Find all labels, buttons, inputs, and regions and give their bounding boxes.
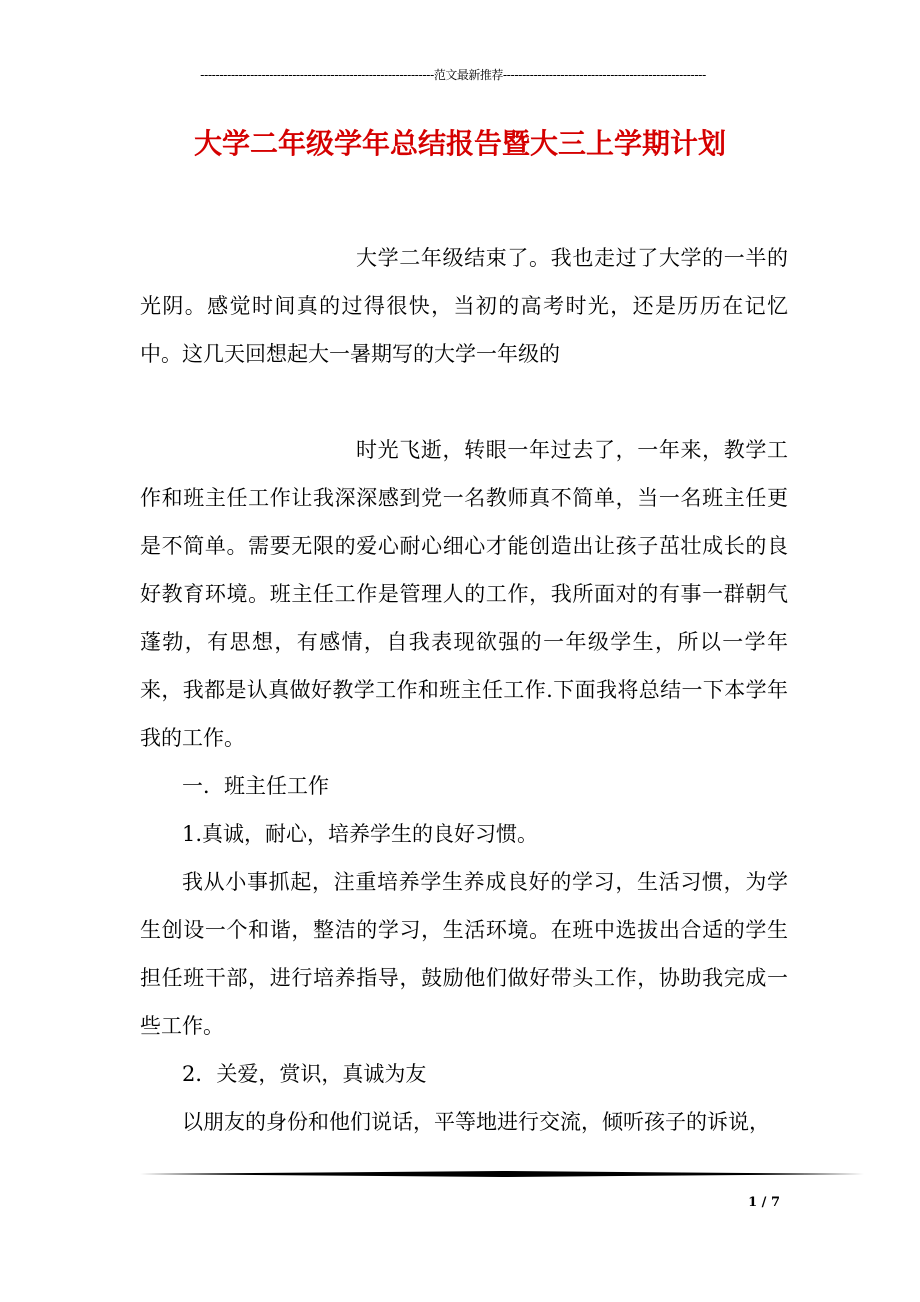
subheading-1: 1.真诚，耐心，培养学生的良好习惯。 — [182, 822, 539, 846]
paragraph-friends: 以朋友的身份和他们说话，平等地进行交流，倾听孩子的诉说， — [182, 1110, 770, 1134]
intro-section — [140, 234, 788, 378]
header-label: 范文最新推荐 — [433, 68, 503, 82]
document-title: 大学二年级学年总结报告暨大三上学期计划 — [193, 127, 726, 160]
page-header — [140, 66, 766, 83]
page-number: 1 / 7 — [748, 1195, 780, 1210]
main-section — [140, 426, 788, 1146]
header-dashes-left: ------------------------------------------------------------- — [200, 68, 434, 82]
header-dashes-right: ----------------------------------------------------- — [502, 68, 706, 82]
footer-divider — [140, 1170, 864, 1178]
subheading-2: 2．关爱，赏识，真诚为友 — [182, 1062, 427, 1086]
paragraph-summary: 时光飞逝，转眼一年过去了，一年来，教学工作和班主任工作让我深深感到党一名教师真不简单，当一名班主任更是不简单。需要无限的爱心耐心细心才能创造出让孩子茁壮成长的良好教育环境。班主任工作是管理人的工作，我所面对的有事一群朝气蓬勃，有思想，有感情，自我表现欲强的一年级学生，所以一学年来，我都是认真做好教学工作和班主任工作.下面我将总结一下本学年我的工作。 — [140, 438, 788, 750]
paragraph-habits: 我从小事抓起，注重培养学生养成良好的学习，生活习惯，为学生创设一个和谐，整洁的学习，生活环境。在班中选拔出合适的学生担任班干部，进行培养指导，鼓励他们做好带头工作，协助我完成一些工作。 — [140, 870, 788, 1038]
paragraph-intro: 大学二年级结束了。我也走过了大学的一半的光阴。感觉时间真的过得很快，当初的高考时光，还是历历在记忆中。这几天回想起大一暑期写的大学一年级的 — [140, 246, 788, 366]
section-heading: 一．班主任工作 — [182, 774, 329, 798]
